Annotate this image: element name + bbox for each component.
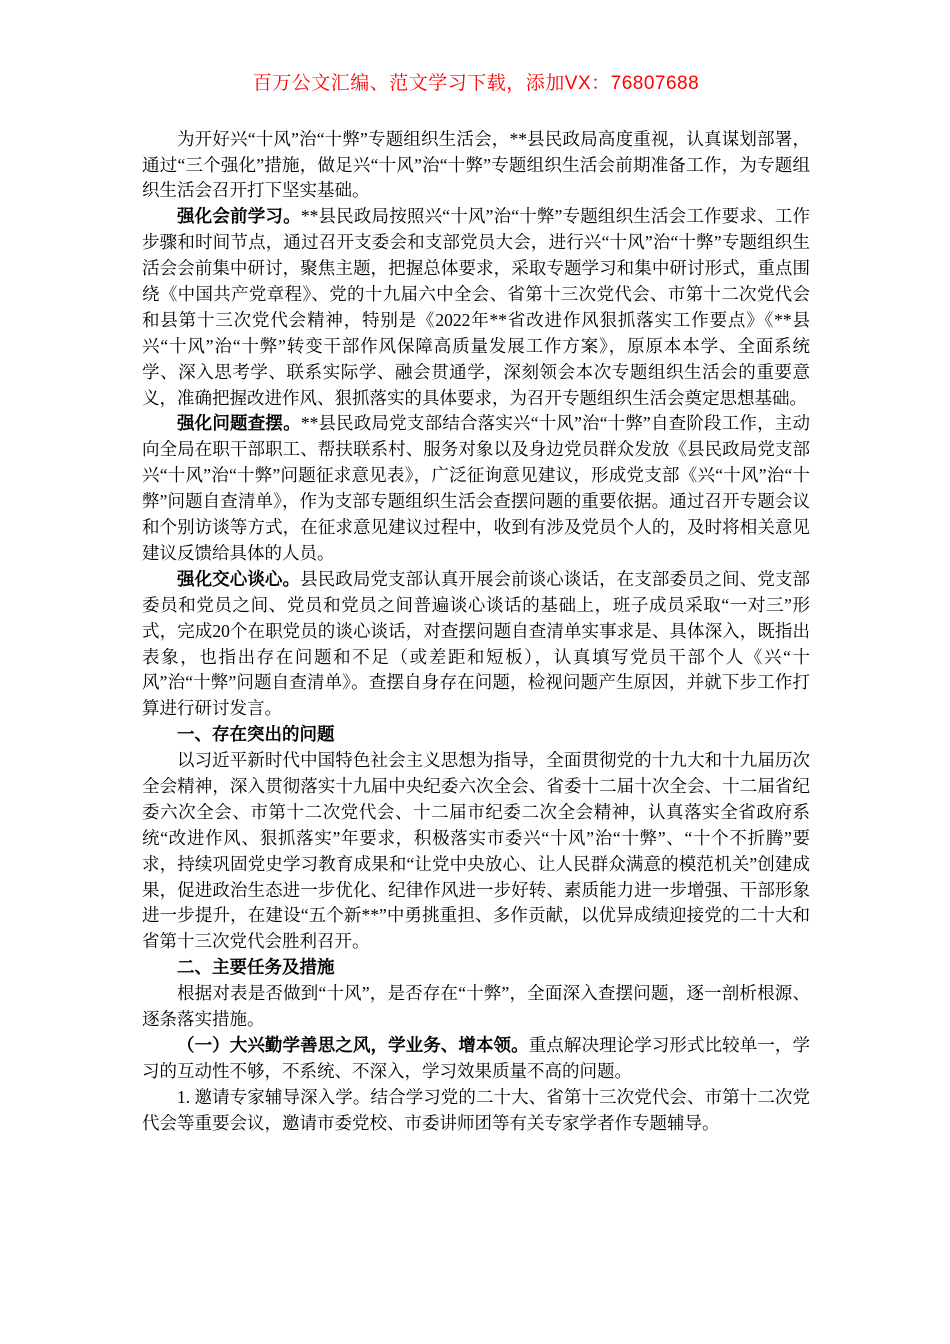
paragraph-text: 根据对表是否做到“十风”，是否存在“十弊”，全面深入查摆问题，逐一剖析根源、逐条落实措施。 [142,983,810,1029]
paragraph-lead: 强化会前学习。 [177,206,301,227]
section-heading-two [142,955,810,981]
download-notice: 百万公文汇编、范文学习下载，添加VX：76807688 [252,73,700,94]
paragraph-lead: 强化问题查摆。 [177,413,301,434]
paragraph-intro [142,127,810,205]
paragraph-tasks-intro [142,981,810,1033]
paragraph-text: 1. 邀请专家辅导深入学。结合学习党的二十大、省第十三次党代会、市第十二次党代会等重要会议，邀请市委党校、市委讲师团等有关专家学者作专题辅导。 [142,1086,810,1133]
document-body [142,127,810,1137]
paragraph-guiding-ideology [142,748,810,955]
section-heading-one [142,722,810,748]
paragraph-pre-meeting-study [142,204,810,411]
paragraph-text: **县民政局党支部结合落实兴“十风”治“十弊”自查阶段工作，主动向全局在职干部职工、帮扶联系村、服务对象以及身边党员群众发放《县民政局党支部兴“十风”治“十弊”问题征求意见表》，广泛征询意见建议，形成党支部《兴“十风”治“十弊”问题自查清单》，作为支部专题组织生活会查摆问题的重要依据。通过召开专题会议和个别访谈等方式，在征求意见建议过程中，收到有涉及党员个人的，及时将相关意见建议反馈给具体的人员。 [142,413,810,563]
paragraph-lead: 强化交心谈心。 [177,568,301,589]
paragraph-task-one [142,1033,810,1085]
paragraph-lead: （一）大兴勤学善思之风，学业务、增本领。 [177,1034,529,1055]
paragraph-text: 重点解决理论学习形式比较单一，学习的互动性不够，不系统、不深入，学习效果质量不高的问题。 [142,1034,811,1081]
paragraph-text: 为开好兴“十风”治“十弊”专题组织生活会，**县民政局高度重视，认真谋划部署，通过“三个强化”措施，做足兴“十风”治“十弊”专题组织生活会前期准备工作，为专题组织生活会召开打下坚实基础。 [142,128,810,201]
paragraph-problem-review [142,411,810,566]
paragraph-text: **县民政局按照兴“十风”治“十弊”专题组织生活会工作要求、工作步骤和时间节点，通过召开支委会和支部党员大会，进行兴“十风”治“十弊”专题组织生活会会前集中研讨，聚焦主题，把握总体要求，采取专题学习和集中研讨形式，重点围绕《中国共产党章程》、党的十九届六中全会、省第十三次党代会、市第十二次党代会和县第十三次党代会精神，特别是《2022年**省改进作风狠抓落实工作要点》《**县兴“十风”治“十弊”转变干部作风保障高质量发展工作方案》，原原本本学、全面系统学、深入思考学、联系实际学、融会贯通学，深刻领会本次专题组织生活会的重要意义，准确把握改进作风、狠抓落实的具体要求，为召开专题组织生活会奠定思想基础。 [142,206,810,408]
paragraph-text: 县民政局党支部认真开展会前谈心谈话，在支部委员之间、党支部委员和党员之间、党员和党员之间普遍谈心谈话的基础上，班子成员采取“一对三”形式，完成20个在职党员的谈心谈话，对查摆问题自查清单实事求是、具体深入，既指出表象，也指出存在问题和不足（或差距和短板），认真填写党员干部个人《兴“十风”治“十弊”问题自查清单》。查摆自身存在问题，检视问题产生原因，并就下步工作打算进行研讨发言。 [142,568,811,719]
paragraph-measure-one [142,1085,810,1137]
heading-text: 一、存在突出的问题 [177,724,335,745]
heading-text: 二、主要任务及措施 [177,957,335,978]
paragraph-text: 以习近平新时代中国特色社会主义思想为指导，全面贯彻党的十九大和十九届历次全会精神，深入贯彻落实十九届中央纪委六次全会、省委十二届十次全会、十二届省纪委六次全会、市第十二次党代会、十二届市纪委二次全会精神，认真落实全省政府系统“改进作风、狠抓落实”年要求，积极落实市委兴“十风”治“十弊”、“十个不折腾”要求，持续巩固党史学习教育成果和“让党中央放心、让人民群众满意的模范机关”创建成果，促进政治生态进一步优化、纪律作风进一步好转、素质能力进一步增强、干部形象进一步提升，在建设“五个新**”中勇挑重担、多作贡献，以优异成绩迎接党的二十大和省第十三次党代会胜利召开。 [142,750,810,952]
paragraph-heart-to-heart [142,567,810,722]
